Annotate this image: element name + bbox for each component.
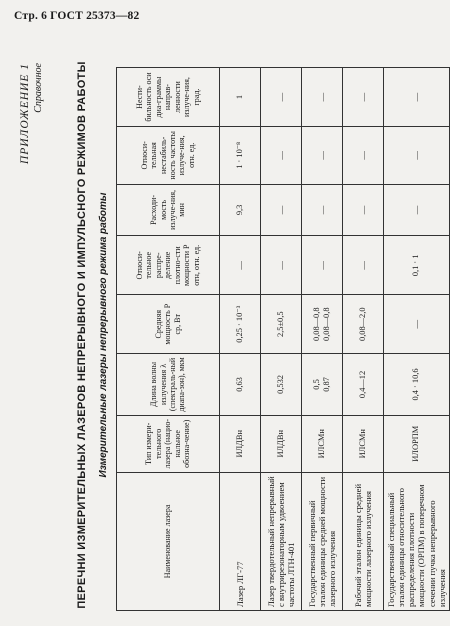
cell-freq-instability: — [343,127,384,184]
table-row [343,68,384,611]
cell-avg-power: — [384,295,450,354]
cell-wavelength: 0,5 0,87 [302,354,343,416]
cell-name: Государственный первичный эталон единицы средней мощности лазерного излучения [302,472,343,610]
col-header-type: Тип измери-тельного лазера (нацио-нальное обозна-чение) [117,415,220,472]
cell-type: ИЛДВн [220,415,261,472]
cell-type: ИЛОРПМ [384,415,450,472]
page-header: Стр. 6 ГОСТ 25373—82 [14,10,140,22]
cell-axis-instability: — [343,68,384,127]
cell-name: Лазер ЛГ-77 [220,472,261,610]
cell-wavelength: 0,63 [220,354,261,416]
table-row [384,68,450,611]
cell-axis-instability: — [384,68,450,127]
document-title: ПЕРЕЧНИ ИЗМЕРИТЕЛЬНЫХ ЛАЗЕРОВ НЕПРЕРЫВНОГО И ИМПУЛЬСНОГО РЕЖИМОВ РАБОТЫ [76,61,88,609]
table-row [261,68,302,611]
rotated-page-content [16,55,447,615]
cell-avg-power: 0,08—2,0 [343,295,384,354]
cell-power-distribution: — [261,236,302,295]
cell-divergence: 9,3 [220,184,261,236]
table-row [302,68,343,611]
col-header-freq-instability: Относи-тельная нестабиль-ность частоты излуче-ния, отн. ед. [117,127,220,184]
cell-name: Лазер твердотельный непрерывный с внутрирезонаторным удвоением частоты ЛТН-401 [261,472,302,610]
cell-wavelength: 0,4—12 [343,354,384,416]
cell-axis-instability: — [302,68,343,127]
col-header-avg-power: Средняя мощность P ср, Вт [117,295,220,354]
cell-freq-instability: — [302,127,343,184]
cell-type: ИЛДВн [261,415,302,472]
cell-name: Государственный специальный эталон единицы относительного распределения плотности мощности (ОРПМ) в поперечном сечении пучка непрерывного излучения [384,472,450,610]
cell-freq-instability: — [261,127,302,184]
cell-divergence: — [343,184,384,236]
cell-axis-instability: — [261,68,302,127]
cell-power-distribution: 0,1 · 1 [384,236,450,295]
cell-type: ИЛСМн [302,415,343,472]
col-header-power-distribution: Относи-тельное распре-деление плотно-сти мощности P отн, отн. ед. [117,236,220,295]
cell-divergence: — [261,184,302,236]
cell-power-distribution: — [220,236,261,295]
cell-divergence: — [302,184,343,236]
col-header-wavelength: Длина волны излучения λ (спектраль-ный диапа-зон), мкм [117,354,220,416]
appendix-subtitle: Справочное [33,63,44,113]
appendix-block [19,63,44,164]
cell-axis-instability: 1 [220,68,261,127]
cell-type: ИЛСМн [343,415,384,472]
appendix-title: ПРИЛОЖЕНИЕ 1 [19,63,31,165]
cell-avg-power: 0,08—0,8 0,08—0,8 [302,295,343,354]
cell-power-distribution: — [343,236,384,295]
col-header-divergence: Расходи-мость излуче-ния, мин [117,184,220,236]
cell-avg-power: 2,5±0,5 [261,295,302,354]
col-header-axis-instability: Нести-бильность оси диа-граммы направ-ленности излуче-ния, град. [117,68,220,127]
cell-avg-power: 0,25 · 10⁻³ [220,295,261,354]
lasers-table [116,67,450,611]
cell-freq-instability: 1 · 10⁻⁸ [220,127,261,184]
cell-divergence: — [384,184,450,236]
table-subtitle: Измерительные лазеры непрерывного режима работы [98,192,109,478]
cell-power-distribution: — [302,236,343,295]
table-row [220,68,261,611]
cell-wavelength: 0,4 · 10,6 [384,354,450,416]
cell-freq-instability: — [384,127,450,184]
col-header-name: Наименование лазера [117,472,220,610]
cell-wavelength: 0,532 [261,354,302,416]
cell-name: Рабочий эталон единицы средней мощности лазерного излучения [343,472,384,610]
table-header-row [117,68,220,611]
